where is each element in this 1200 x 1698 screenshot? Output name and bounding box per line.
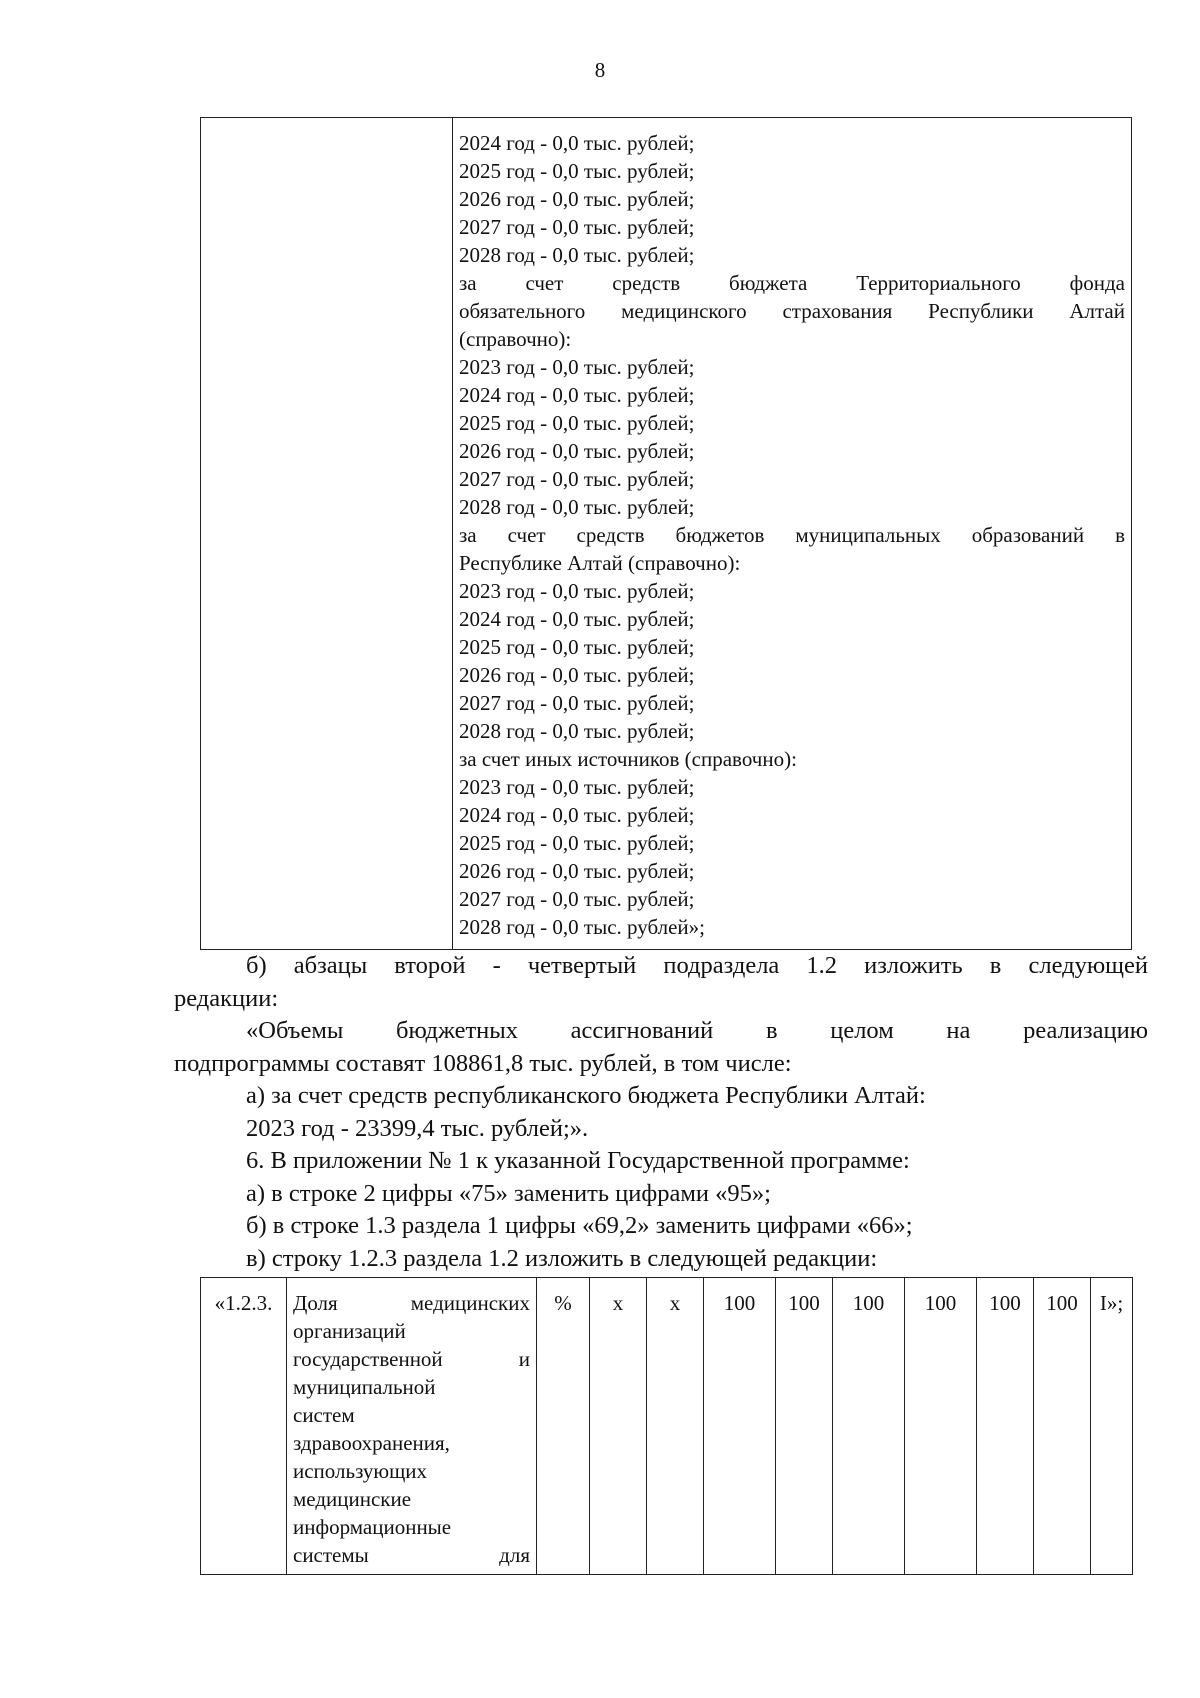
financing-line: 2025 год - 0,0 тыс. рублей;	[459, 159, 695, 183]
value-cell: 100	[776, 1278, 833, 1575]
financing-values-cell	[453, 118, 1132, 950]
table-row	[201, 1278, 1133, 1575]
name-line: использующих	[293, 1459, 428, 1483]
paragraph: подпрограммы составят 108861,8 тыс. рублей, в том числе:	[174, 1049, 792, 1077]
name-line: государственной и	[293, 1347, 530, 1371]
financing-line: 2027 год - 0,0 тыс. рублей;	[459, 467, 695, 491]
financing-table	[200, 117, 1132, 950]
financing-line: 2028 год - 0,0 тыс. рублей»;	[459, 915, 706, 939]
value-cell: х	[647, 1278, 704, 1575]
paragraph: редакции:	[174, 984, 279, 1012]
financing-line: 2028 год - 0,0 тыс. рублей;	[459, 243, 695, 267]
financing-line: Республике Алтай (справочно):	[459, 551, 741, 575]
name-line: медицинские	[293, 1487, 412, 1511]
unit-cell: %	[537, 1278, 590, 1575]
name-line: систем	[293, 1403, 355, 1427]
row-number-cell: «1.2.3.	[201, 1278, 287, 1575]
value-cell: 100	[977, 1278, 1034, 1575]
name-line: информационные	[293, 1515, 452, 1539]
financing-line: 2026 год - 0,0 тыс. рублей;	[459, 859, 695, 883]
financing-line: 2023 год - 0,0 тыс. рублей;	[459, 579, 695, 603]
financing-line: 2028 год - 0,0 тыс. рублей;	[459, 719, 695, 743]
financing-line: 2023 год - 0,0 тыс. рублей;	[459, 775, 695, 799]
name-line: муниципальной	[293, 1375, 436, 1399]
name-line: системы для	[293, 1543, 530, 1567]
financing-line: (справочно):	[459, 327, 572, 351]
paragraph: 2023 год - 23399,4 тыс. рублей;».	[246, 1114, 589, 1142]
financing-line: 2027 год - 0,0 тыс. рублей;	[459, 887, 695, 911]
financing-line: 2026 год - 0,0 тыс. рублей;	[459, 187, 695, 211]
financing-line: 2025 год - 0,0 тыс. рублей;	[459, 411, 695, 435]
paragraph: а) за счет средств республиканского бюджета Республики Алтай:	[246, 1082, 926, 1109]
financing-line: 2024 год - 0,0 тыс. рублей;	[459, 607, 695, 631]
financing-line: 2024 год - 0,0 тыс. рублей;	[459, 131, 695, 155]
financing-line: 2025 год - 0,0 тыс. рублей;	[459, 831, 695, 855]
name-line: Доля медицинских	[293, 1291, 530, 1315]
name-line: здравоохранения,	[293, 1431, 450, 1455]
table-row	[201, 118, 1132, 950]
page-number: 8	[594, 58, 606, 82]
financing-line: 2028 год - 0,0 тыс. рублей;	[459, 495, 695, 519]
indicator-name-cell	[287, 1278, 537, 1575]
indicator-table	[200, 1277, 1133, 1575]
financing-line: за счет средств бюджета Территориального фонда	[459, 271, 1125, 295]
financing-line: за счет иных источников (справочно):	[459, 747, 797, 771]
paragraph: 6. В приложении № 1 к указанной Государственной программе:	[246, 1147, 910, 1174]
value-cell: х	[590, 1278, 647, 1575]
financing-line: 2024 год - 0,0 тыс. рублей;	[459, 803, 695, 827]
financing-line: 2023 год - 0,0 тыс. рублей;	[459, 355, 695, 379]
financing-line: обязательного медицинского страхования Республики Алтай	[459, 299, 1125, 323]
financing-line: за счет средств бюджетов муниципальных образований в	[459, 523, 1125, 547]
financing-line: 2025 год - 0,0 тыс. рублей;	[459, 635, 695, 659]
empty-label-cell	[201, 118, 453, 950]
paragraph: в) строку 1.2.3 раздела 1.2 изложить в следующей редакции:	[246, 1244, 878, 1272]
value-cell: 100	[1034, 1278, 1091, 1575]
name-line: организаций	[293, 1319, 406, 1343]
paragraph: б) абзацы второй - четвертый подраздела 1.2 изложить в следующей	[246, 952, 1148, 979]
value-cell: 100	[704, 1278, 776, 1575]
value-cell: 100	[833, 1278, 905, 1575]
financing-line: 2024 год - 0,0 тыс. рублей;	[459, 383, 695, 407]
paragraph: «Объемы бюджетных ассигнований в целом на реализацию	[246, 1017, 1148, 1044]
last-cell: I»;	[1091, 1278, 1133, 1575]
financing-line: 2026 год - 0,0 тыс. рублей;	[459, 663, 695, 687]
financing-line: 2027 год - 0,0 тыс. рублей;	[459, 691, 695, 715]
body-text	[174, 950, 1148, 1275]
value-cell: 100	[905, 1278, 977, 1575]
financing-line: 2026 год - 0,0 тыс. рублей;	[459, 439, 695, 463]
paragraph: б) в строке 1.3 раздела 1 цифры «69,2» заменить цифрами «66»;	[246, 1212, 913, 1239]
paragraph: а) в строке 2 цифры «75» заменить цифрами «95»;	[246, 1179, 771, 1207]
financing-line: 2027 год - 0,0 тыс. рублей;	[459, 215, 695, 239]
